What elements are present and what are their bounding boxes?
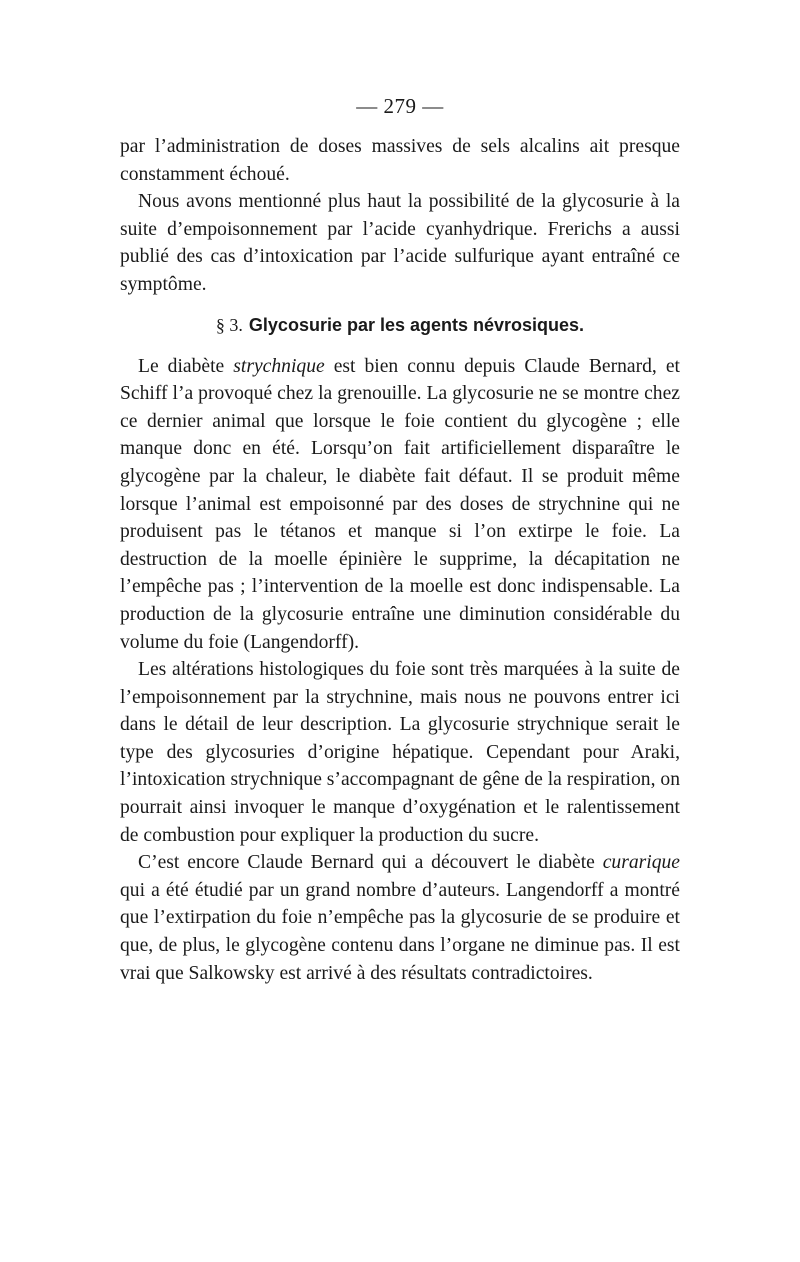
paragraph-strychnine-intro: Le diabète (138, 355, 234, 377)
paragraph-cyanhydric: Nous avons mentionné plus haut la possibilité de la glycosurie à la suite d’empoisonnement par l’acide cyanhydrique. Frerichs a aussi publié des cas d’intoxication par l’acide sulfurique ayant entraîné ce symptôme. (120, 191, 680, 295)
section-title: Glycosurie par les agents névrosiques. (248, 314, 585, 335)
section-symbol: § 3. (215, 314, 243, 335)
section-heading (120, 313, 680, 337)
paragraph-curare-rest: qui a été étudié par un grand nombre d’auteurs. Langendorff a montré que l’extirpation du foie n’empêche pas la glycosurie de se produire et que, de plus, le glycogène contenu dans l’organe ne diminue pas. Il est vrai que Salkowsky est arrivé à des résultats contradictoires. (120, 879, 680, 984)
italic-strychnique: strychnique (233, 355, 325, 377)
paragraph-continuation: par l’administration de doses massives de sels alcalins ait presque constamment échoué. (120, 136, 680, 185)
paragraph-strychnine (120, 353, 680, 657)
paragraph-curare-intro: C’est encore Claude Bernard qui a découvert le diabète (138, 852, 603, 874)
paragraph-alterations: Les altérations histologiques du foie sont très marquées à la suite de l’empoisonnement par la strychnine, mais nous ne pouvons entrer ici dans le détail de leur description. La glycosurie strychnique serait le type des glycosuries d’origine hépatique. Cependant pour Araki, l’intoxication strychnique s’accompagnant de gêne de la respiration, on pourrait ainsi invoquer le manque d’oxygénation et le ralentissement de combustion pour expliquer la production du sucre. (120, 659, 680, 846)
italic-curarique: curarique (602, 852, 680, 874)
book-page (120, 94, 680, 987)
paragraph-strychnine-rest: est bien connu depuis Claude Bernard, et Schiff l’a provoqué chez la grenouille. La glycosurie ne se montre chez ce dernier animal que lorsque le foie contient du glycogène ; elle manque donc en été. Lorsqu’on fait artificiellement disparaître le glycogène par la chaleur, le diabète fait défaut. Il se produit même lorsque l’animal est empoisonné par des doses de strychnine qui ne produisent pas le tétanos et manque si l’on extirpe le foie. La destruction de la moelle épinière le supprime, la décapitation ne l’empêche pas ; l’intervention de la moelle est donc indispensable. La production de la glycosurie entraîne une diminution considérable du volume du foie (Langendorff). (120, 355, 680, 653)
paragraph-curare (120, 849, 680, 987)
page-number: — 279 — (356, 94, 444, 118)
